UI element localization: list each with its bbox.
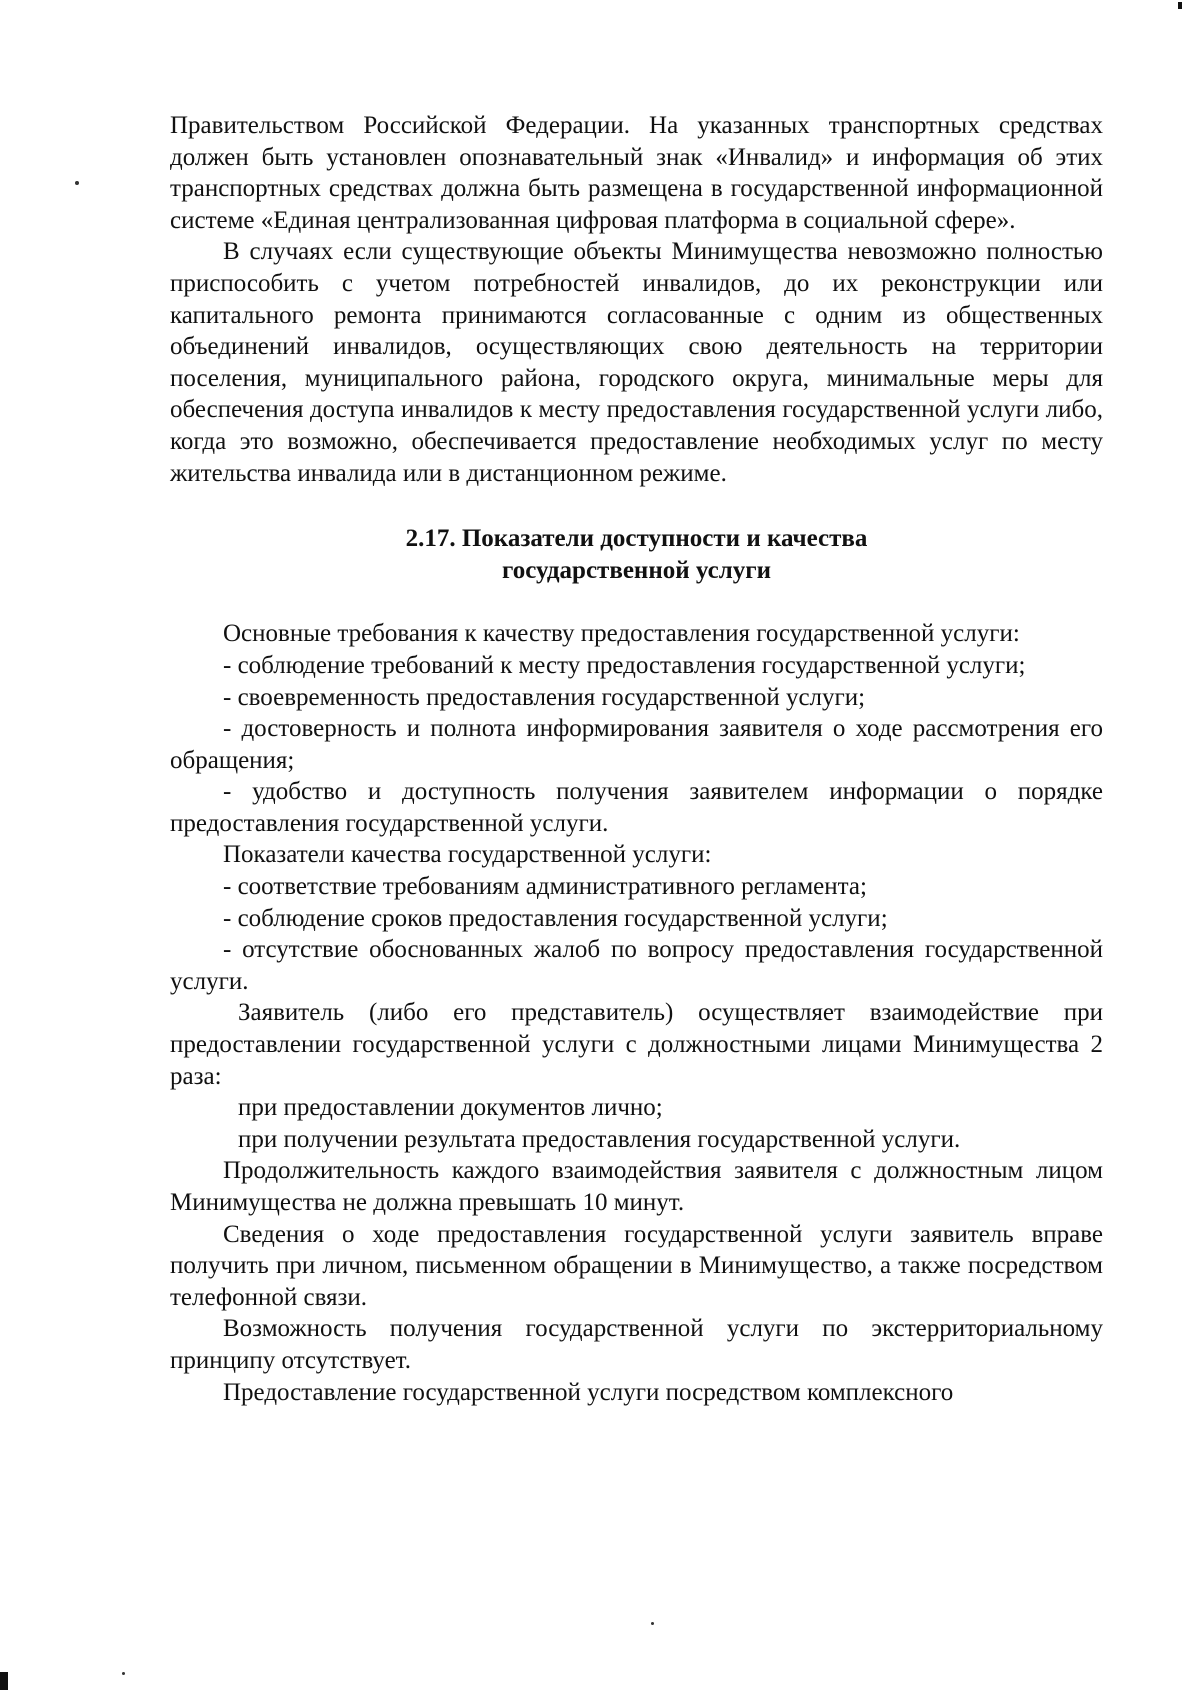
list-item: - соответствие требованиям административного регламента; <box>223 873 867 901</box>
section-heading-line-1: 2.17. Показатели доступности и качества <box>405 525 868 553</box>
paragraph: Сведения о ходе предоставления государственной услуги заявитель вправе получить при личном, письменном обращении в Минимущество, а также посредством телефонной связи. <box>170 1220 1103 1311</box>
paragraph: Показатели качества государственной услуги: <box>223 841 712 869</box>
section-heading <box>170 523 1103 586</box>
scan-speck <box>75 181 79 185</box>
paragraph: Правительством Российской Федерации. На указанных транспортных средствах должен быть установлен опознавательный знак «Инвалид» и информация об этих транспортных средствах должна быть размещена в государственной информационной системе «Единая централизованная цифровая платформа в социальной сфере». <box>170 112 1103 234</box>
list-item: - удобство и доступность получения заявителем информации о порядке предоставления государственной услуги. <box>170 778 1103 837</box>
list-item: - достоверность и полнота информирования заявителя о ходе рассмотрения его обращения; <box>170 715 1103 774</box>
scan-speck <box>122 1672 125 1675</box>
sublist-item: при предоставлении документов лично; <box>238 1094 663 1122</box>
paragraph: Предоставление государственной услуги посредством комплексного <box>223 1378 954 1406</box>
paragraph: Заявитель (либо его представитель) осуществляет взаимодействие при предоставлении государственной услуги с должностными лицами Минимущества 2 раза: <box>170 999 1103 1090</box>
scan-mark-top-right <box>1178 2 1182 9</box>
paragraph: Основные требования к качеству предоставления государственной услуги: <box>223 620 1020 648</box>
list-item: - отсутствие обоснованных жалоб по вопросу предоставления государственной услуги. <box>170 936 1103 995</box>
list-item: - соблюдение требований к месту предоставления государственной услуги; <box>223 651 1026 679</box>
scan-mark-bottom-left <box>0 1672 8 1690</box>
list-item: - своевременность предоставления государственной услуги; <box>223 683 866 711</box>
paragraph: Возможность получения государственной услуги по экстерриториальному принципу отсутствует. <box>170 1315 1103 1374</box>
scan-speck <box>651 1622 654 1625</box>
paragraph: В случаях если существующие объекты Минимущества невозможно полностью приспособить с учетом потребностей инвалидов, до их реконструкции или капитального ремонта принимаются согласованные с одним из общественных объединений инвалидов, осуществляющих свою деятельность на территории поселения, муниципального района, городского округа, минимальные меры для обеспечения доступа инвалидов к месту предоставления государственной услуги либо, когда это возможно, обеспечивается предоставление необходимых услуг по месту жительства инвалида или в дистанционном режиме. <box>170 238 1103 487</box>
paragraph: Продолжительность каждого взаимодействия заявителя с должностным лицом Минимущества не должна превышать 10 минут. <box>170 1157 1103 1216</box>
sublist-item: при получении результата предоставления государственной услуги. <box>238 1125 961 1153</box>
document-body <box>170 110 1103 1408</box>
list-item: - соблюдение сроков предоставления государственной услуги; <box>223 904 888 932</box>
section-heading-line-2: государственной услуги <box>501 556 772 584</box>
